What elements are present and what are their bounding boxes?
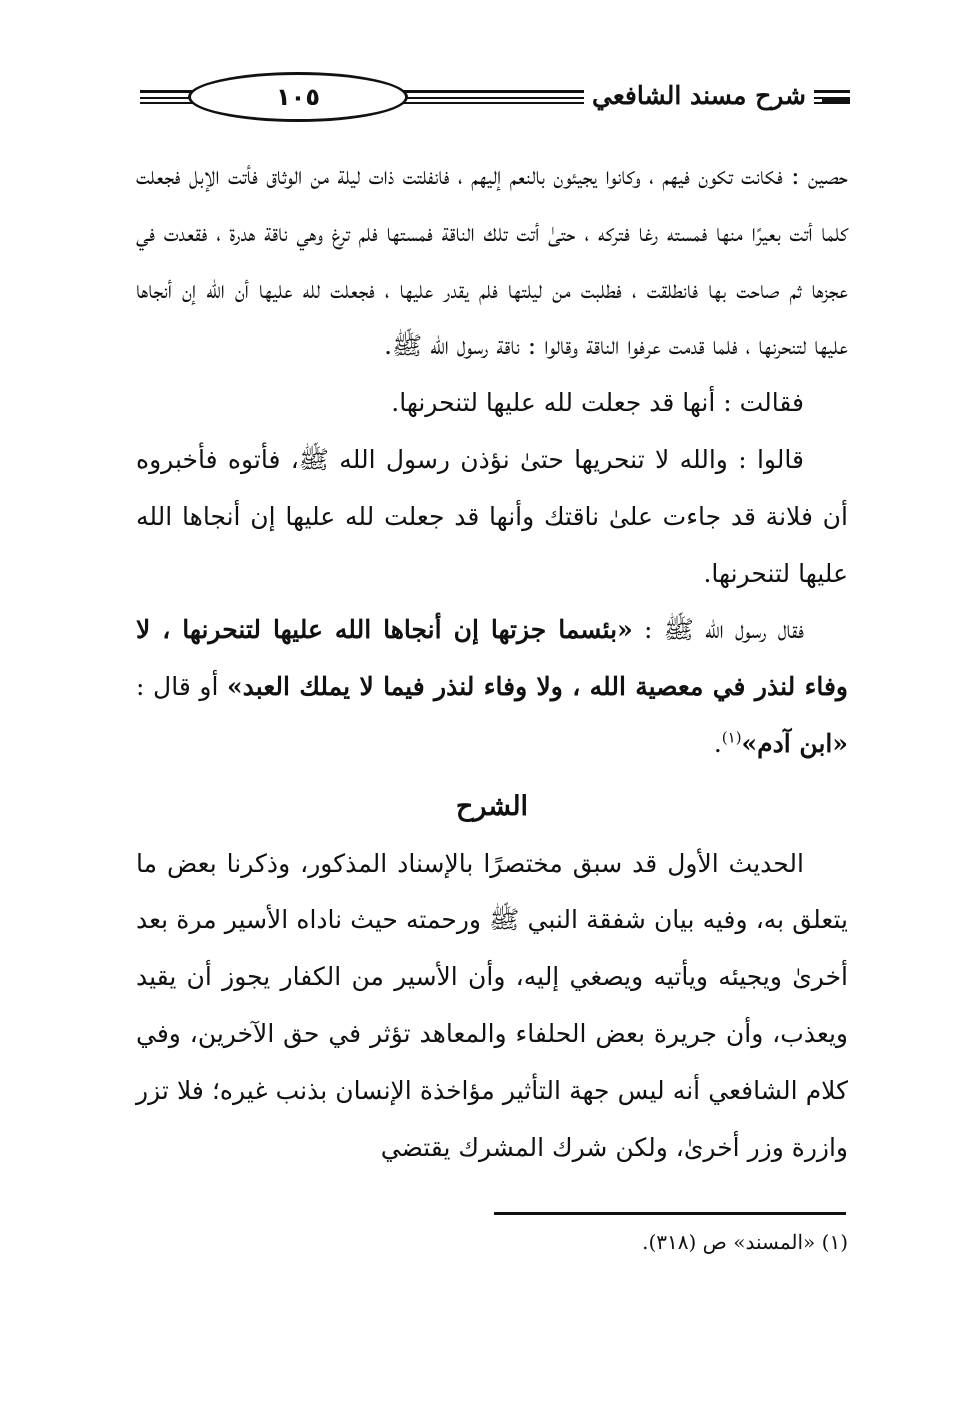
page-number: ١٠٥ xyxy=(188,72,408,122)
hadith-end: . xyxy=(713,728,722,758)
paragraph-narration: حصين : فكانت تكون فيهم ، وكانوا يجيئون بالنعم إليهم ، فانفلتت ذات ليلة من الوثاق فأتت الإبل فجعلت كلما أتت بعيرًا منها فمسته رغا فتركه ، حتىٰ أتت تلك الناقة فمستها فلم ترغ وهي ناقة هدرة ، فقعدت في عجزها ثم صاحت بها فانطلقت ، فطلبت من ليلتها فلم يقدر عليها ، فجعلت لله عليها أن الله إن أنجاها عليها لتنحرنها ، فلما قدمت عرفوا الناقة وقالوا : ناقة رسول الله ﷺ. xyxy=(136,161,848,361)
paragraph-she-said: فقالت : أنها قد جعلت لله عليها لتنحرنها. xyxy=(391,388,804,418)
running-title: شرح مسند الشافعي xyxy=(584,78,814,114)
paragraph-commentary: الحديث الأول قد سبق مختصرًا بالإسناد المذكور، وذكرنا بعض ما يتعلق به، وفيه بيان شفقة النبي ﷺ ورحمته حيث ناداه الأسير مرة بعد أخرىٰ ويجيئه ويأتيه ويصغي إليه، وأن الأسير من الكفار يجوز أن يقيد ويعذب، وأن جريرة بعض الحلفاء والمعاهد تؤثر في حق الآخرين، وفي كلام الشافعي أنه ليس جهة التأثير مؤاخذة الإنسان بذنب غيره؛ فلا تزر وازرة وزر أخرىٰ، ولكن شرك المشرك يقتضي xyxy=(136,848,848,1162)
header-ornament xyxy=(822,90,850,104)
page-header xyxy=(140,72,850,128)
hadith-intro: فقال رسول الله ﷺ : xyxy=(632,615,804,645)
footnote-separator xyxy=(494,1212,846,1215)
section-heading: الشرح xyxy=(455,790,529,822)
paragraph-hadith-saying xyxy=(136,602,848,772)
hadith-quote-variant: «ابن آدم» xyxy=(741,728,848,758)
hadith-or-said: أو قال : xyxy=(136,672,228,702)
hadith-quote: «بئسما جزتها إن أنجاها الله عليها لتنحرنها ، لا وفاء لنذر في معصية الله ، ولا وفاء لنذر فيما لا يملك العبد» xyxy=(136,615,849,702)
main-text xyxy=(136,148,848,1176)
footnote: (١) «المسند» ص (٣١٨). xyxy=(642,1230,848,1254)
footnote-reference: (١) xyxy=(721,728,742,747)
paragraph-they-said: قالوا : والله لا تنحريها حتىٰ نؤذن رسول الله ﷺ، فأتوه فأخبروه أن فلانة قد جاءت علىٰ ناقتك وأنها قد جعلت لله عليها إن أنجاها الله عليها لتنحرنها. xyxy=(136,444,848,588)
